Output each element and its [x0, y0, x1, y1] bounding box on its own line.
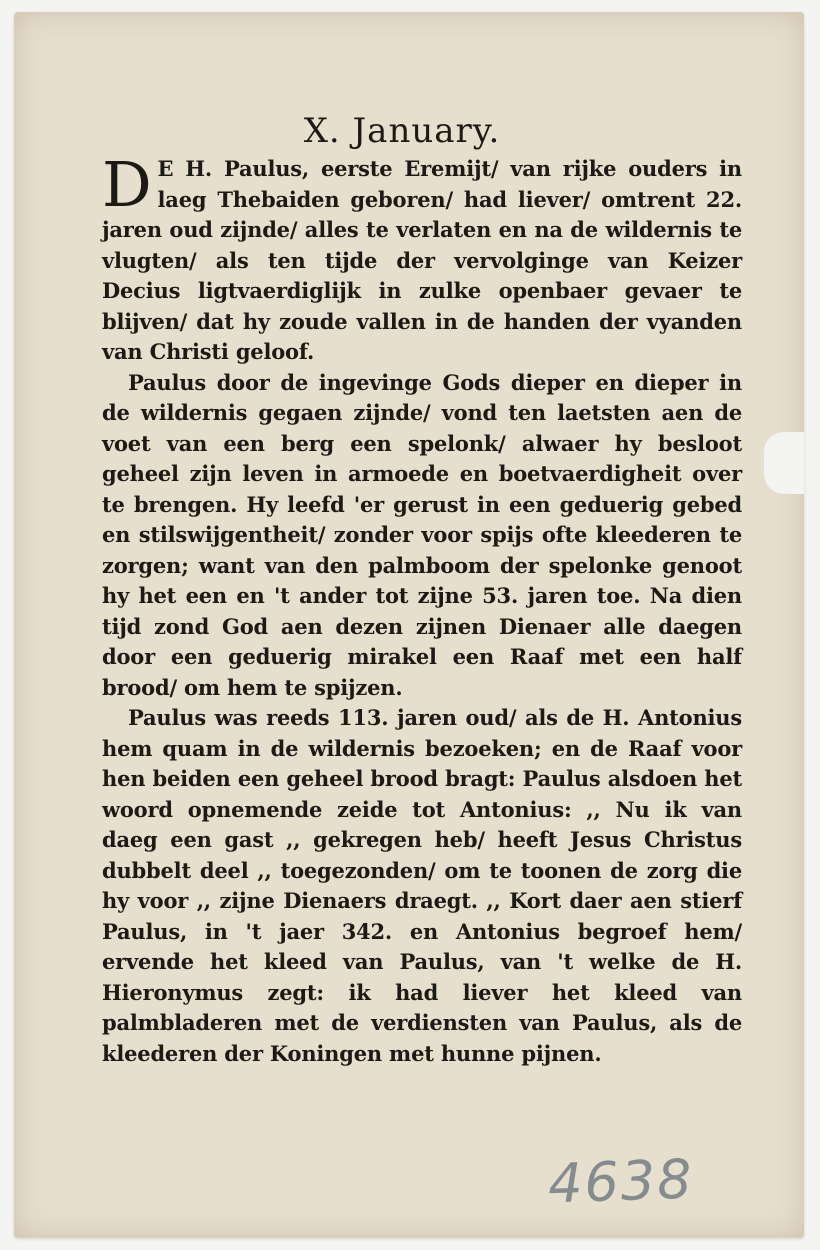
inventory-number: 4638 — [546, 1147, 695, 1216]
paragraph-2: Paulus door de ingevinge Gods dieper en dieper in de wildernis gegaen zijnde/ vond ten laetsten aen de voet van een berg een spelonk/ alwaer hy besloot geheel zijn leven in armoede en boetvaerdigheit over te brengen. Hy leefd 'er gerust in een geduerig gebed en stilswijgentheit/ zonder voor spijs ofte kleederen te zorgen; want van den palmboom der spelonke genoot hy het een en 't ander tot zijne 53. jaren toe. Na dien tijd zond God aen dezen zijnen Dienaer alle daegen door een geduerig mirakel een Raaf met een half brood/ om hem te spijzen. — [102, 369, 742, 700]
torn-edge — [764, 432, 804, 494]
paragraph-3: Paulus was reeds 113. jaren oud/ als de H. Antonius hem quam in de wildernis bezoeken; en de Raaf voor hen beiden een geheel brood bragt: Paulus alsdoen het woord opnemende zeide tot Antonius: ,, Nu ik van daeg een gast ,, gekregen heb/ heeft Jesus Christus dubbelt deel ,, toegezonden/ om te toonen de zorg die hy voor ,, zijne Dienaers draegt. ,, Kort daer aen stierf Paulus, in 't jaer 342. en Antonius begroef hem/ ervende het kleed van Paulus, van 't welke de H. Hieronymus zegt: ik had liever het kleed van palmbladeren met de verdiensten van Paulus, als de kleederen der Koningen met hunne pijnen. — [102, 705, 742, 1066]
page-title: X. January. — [303, 111, 501, 151]
paragraph-1 — [102, 148, 742, 368]
paragraph-1-text: E H. Paulus, eerste Eremijt/ van rijke ouders in laeg Thebaiden geboren/ had liever/ omtrent 22. jaren oud zijnde/ alles te verlaten en na de wildernis te vlugten/ als ten tijde der vervolginge van Keizer Decius ligtvaerdiglijk in zulke openbaer gevaer te blijven/ dat hy zoude vallen in de handen der vyanden van Christi geloof. — [102, 156, 742, 364]
text-block — [102, 108, 742, 1069]
drop-cap: D — [102, 148, 152, 221]
